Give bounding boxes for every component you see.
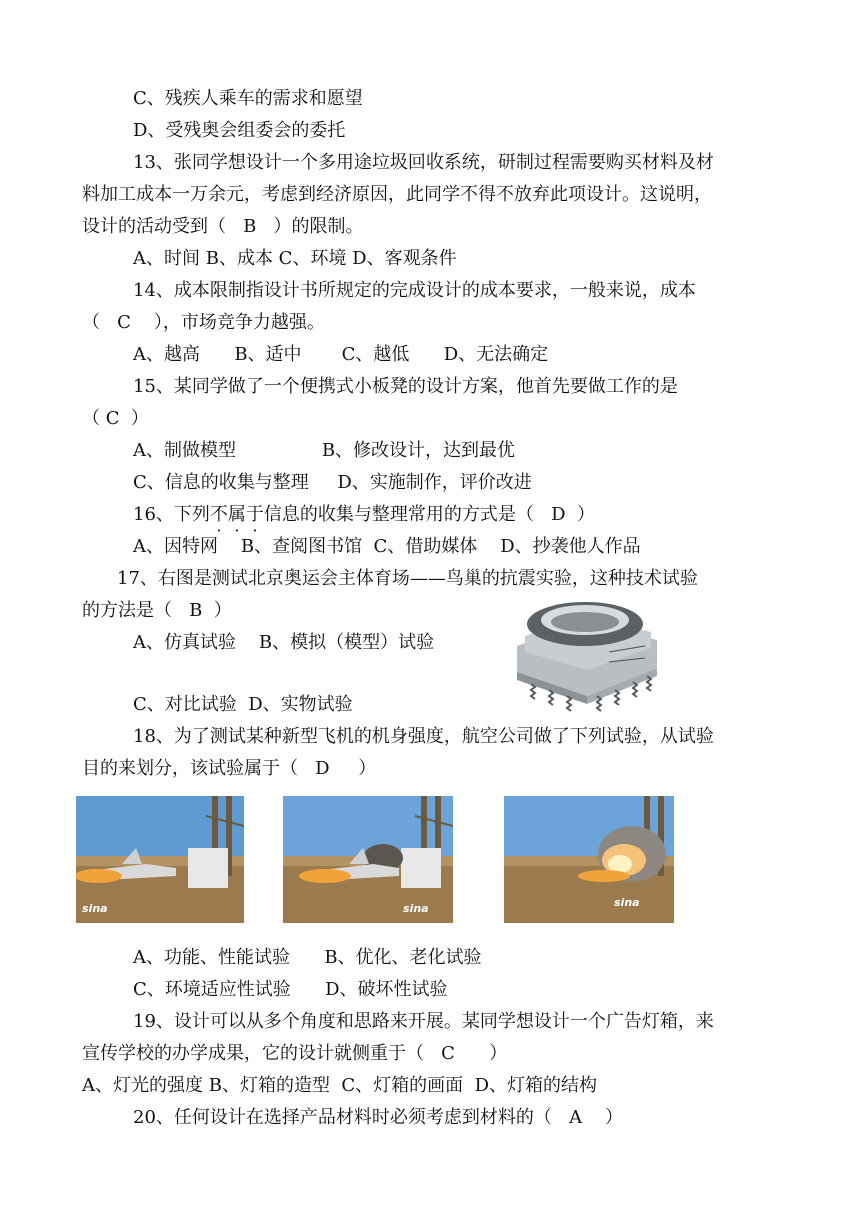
option-line: A、仿真试验 B、模拟（模型）试验 [133, 632, 435, 653]
crash-test-photo-2 [283, 796, 453, 923]
option-line: A、因特网 B、查阅图书馆 C、借助媒体 D、抄袭他人作品 [133, 536, 641, 557]
question-17: 17、右图是测试北京奥运会主体育场——鸟巢的抗震实验，这种技术试验 [117, 568, 698, 589]
question-number: 16、下列 [133, 504, 210, 525]
sina-logo: sina [614, 896, 640, 909]
question-15: 15、某同学做了一个便携式小板凳的设计方案，他首先要做工作的是 [133, 376, 678, 397]
question-18: 18、为了测试某种新型飞机的机身强度，航空公司做了下列试验，从试验 [133, 726, 714, 747]
question-text-line: （ C ） [82, 408, 149, 429]
emphasis-char: 不 [209, 504, 228, 525]
question-text-line: 料加工成本一万余元，考虑到经济原因，此同学不得不放弃此项设计。这说明， [82, 184, 712, 205]
birds-nest-model-image [505, 596, 665, 724]
question-text-line: 目的来划分，该试验属于（ D ） [82, 758, 377, 779]
question-text-line: 宣传学校的办学成果，它的设计就侧重于（ C ） [82, 1043, 508, 1064]
option-line: D、受残奥会组委会的委托 [133, 120, 346, 141]
question-text-line: （ C ），市场竞争力越强。 [82, 312, 325, 333]
option-line: A、灯光的强度 B、灯箱的造型 C、灯箱的画面 D、灯箱的结构 [82, 1075, 598, 1096]
option-line: C、环境适应性试验 D、破坏性试验 [133, 979, 448, 1000]
question-20: 20、任何设计在选择产品材料时必须考虑到材料的（ A ） [133, 1107, 623, 1128]
crash-test-photo-1 [76, 796, 244, 923]
question-19: 19、设计可以从多个角度和思路来开展。某同学想设计一个广告灯箱，来 [133, 1011, 714, 1032]
emphasis-char: 属 [227, 504, 246, 525]
question-13: 13、张同学想设计一个多用途垃圾回收系统，研制过程需要购买材料及材 [133, 152, 714, 173]
crash-test-photo-3 [504, 796, 674, 923]
sina-logo: sina [403, 902, 429, 915]
option-line: A、越高 B、适中 C、越低 D、无法确定 [133, 344, 549, 365]
emphasis-char: 于 [245, 504, 264, 525]
option-line: A、功能、性能试验 B、优化、老化试验 [133, 947, 482, 968]
question-14: 14、成本限制指设计书所规定的完成设计的成本要求，一般来说，成本 [133, 280, 696, 301]
option-line: C、信息的收集与整理 D、实施制作，评价改进 [133, 472, 532, 493]
option-line: A、时间 B、成本 C、环境 D、客观条件 [133, 248, 457, 269]
question-text-line: 的方法是（ B ） [82, 600, 232, 621]
option-line: C、对比试验 D、实物试验 [133, 694, 353, 715]
sina-logo: sina [82, 902, 108, 915]
option-line: C、残疾人乘车的需求和愿望 [133, 88, 363, 109]
question-text-line: 设计的活动受到（ B ）的限制。 [82, 216, 364, 237]
question-16 [133, 503, 595, 527]
option-line: A、制做模型 B、修改设计，达到最优 [133, 440, 516, 461]
question-text: 信息的收集与整理常用的方式是（ D ） [263, 504, 595, 525]
